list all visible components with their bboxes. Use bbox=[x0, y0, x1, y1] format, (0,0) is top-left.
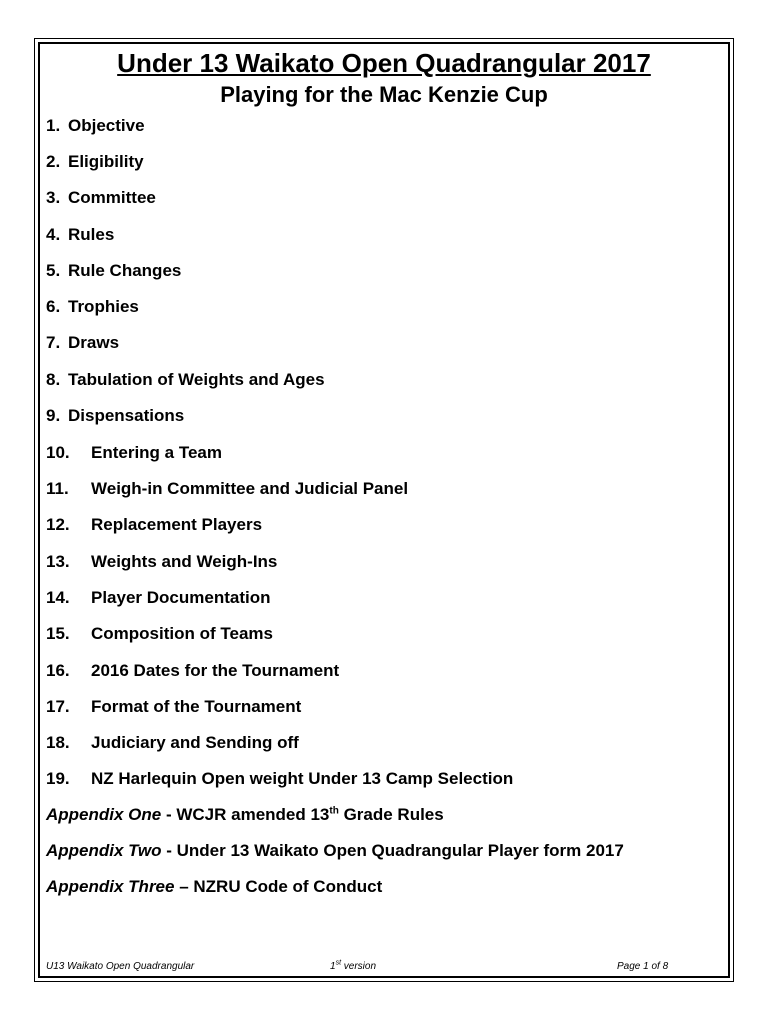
toc-item bbox=[46, 769, 513, 789]
toc-item bbox=[46, 588, 271, 608]
toc-text: Judiciary and Sending off bbox=[91, 733, 299, 752]
toc-item bbox=[46, 406, 184, 426]
page-border-inner bbox=[38, 42, 730, 978]
toc-text: Objective bbox=[68, 116, 145, 135]
toc-text: 2016 Dates for the Tournament bbox=[91, 661, 340, 680]
version-label: version bbox=[341, 961, 377, 972]
toc-text: Rules bbox=[68, 225, 115, 244]
appendix-one-text-end: Grade Rules bbox=[338, 805, 444, 824]
toc-text: Draws bbox=[68, 333, 120, 352]
toc-text: Tabulation of Weights and Ages bbox=[68, 370, 325, 389]
appendix-three bbox=[46, 877, 382, 897]
toc-number: 13. bbox=[46, 552, 70, 571]
appendix-separator: - bbox=[161, 841, 177, 860]
toc-number: 14. bbox=[46, 588, 70, 607]
toc-item bbox=[46, 733, 299, 753]
toc-item bbox=[46, 624, 273, 644]
appendix-two-label: Appendix Two bbox=[46, 841, 162, 860]
ordinal-superscript: th bbox=[329, 805, 339, 817]
toc-item bbox=[46, 370, 325, 390]
toc-item bbox=[46, 261, 181, 281]
toc-number: 6. bbox=[46, 297, 61, 316]
toc-number: 9. bbox=[46, 406, 61, 425]
toc-number: 11. bbox=[46, 479, 69, 498]
toc-item bbox=[46, 552, 277, 572]
toc-item bbox=[46, 297, 139, 317]
toc-item bbox=[46, 661, 339, 681]
toc-text: Dispensations bbox=[68, 406, 185, 425]
toc-number: 15. bbox=[46, 624, 70, 643]
toc-number: 19. bbox=[46, 769, 70, 788]
toc-item bbox=[46, 479, 408, 499]
toc-number: 8. bbox=[46, 370, 61, 389]
toc-text: Entering a Team bbox=[91, 443, 222, 462]
toc-number: 2. bbox=[46, 152, 61, 171]
toc-number: 7. bbox=[46, 333, 61, 352]
toc-text: Composition of Teams bbox=[91, 624, 273, 643]
footer-left: U13 Waikato Open Quadrangular bbox=[46, 961, 195, 972]
toc-item bbox=[46, 225, 114, 245]
toc-number: 5. bbox=[46, 261, 61, 280]
document-subtitle: Playing for the Mac Kenzie Cup bbox=[220, 82, 548, 107]
toc-text: Format of the Tournament bbox=[91, 697, 302, 716]
toc-text: Rule Changes bbox=[68, 261, 182, 280]
toc-number: 4. bbox=[46, 225, 61, 244]
toc-number: 1. bbox=[46, 116, 61, 135]
toc-item bbox=[46, 152, 144, 172]
appendix-three-label: Appendix Three bbox=[46, 877, 175, 896]
version-superscript: st bbox=[335, 959, 342, 967]
footer-page-number: Page 1 of 8 bbox=[617, 961, 669, 972]
toc-item bbox=[46, 188, 156, 208]
appendix-three-text: NZRU Code of Conduct bbox=[193, 877, 383, 896]
toc-text: Weigh-in Committee and Judicial Panel bbox=[91, 479, 409, 498]
toc-number: 3. bbox=[46, 188, 61, 207]
appendix-one bbox=[46, 805, 444, 825]
toc-text: NZ Harlequin Open weight Under 13 Camp Selection bbox=[91, 769, 514, 788]
toc-text: Replacement Players bbox=[91, 515, 263, 534]
toc-text: Player Documentation bbox=[91, 588, 271, 607]
toc-number: 18. bbox=[46, 733, 70, 752]
appendix-separator: - bbox=[161, 805, 177, 824]
appendix-separator: – bbox=[174, 877, 194, 896]
toc-text: Trophies bbox=[68, 297, 139, 316]
appendix-one-text: WCJR amended 13 bbox=[176, 805, 330, 824]
toc-number: 12. bbox=[46, 515, 70, 534]
toc-number: 17. bbox=[46, 697, 70, 716]
toc-text: Eligibility bbox=[68, 152, 144, 171]
toc-item bbox=[46, 697, 301, 717]
toc-number: 10. bbox=[46, 443, 70, 462]
version-number: 1 bbox=[330, 961, 336, 972]
footer-version bbox=[330, 961, 376, 972]
document-title: Under 13 Waikato Open Quadrangular 2017 bbox=[117, 48, 651, 78]
appendix-one-label: Appendix One bbox=[46, 805, 162, 824]
toc-text: Weights and Weigh-Ins bbox=[91, 552, 278, 571]
appendix-two bbox=[46, 841, 624, 861]
toc-item bbox=[46, 333, 119, 353]
toc-text: Committee bbox=[68, 188, 156, 207]
toc-item bbox=[46, 515, 262, 535]
appendix-two-text: Under 13 Waikato Open Quadrangular Player form 2017 bbox=[176, 841, 624, 860]
toc-number: 16. bbox=[46, 661, 70, 680]
toc-item bbox=[46, 443, 222, 463]
toc-item bbox=[46, 116, 145, 136]
